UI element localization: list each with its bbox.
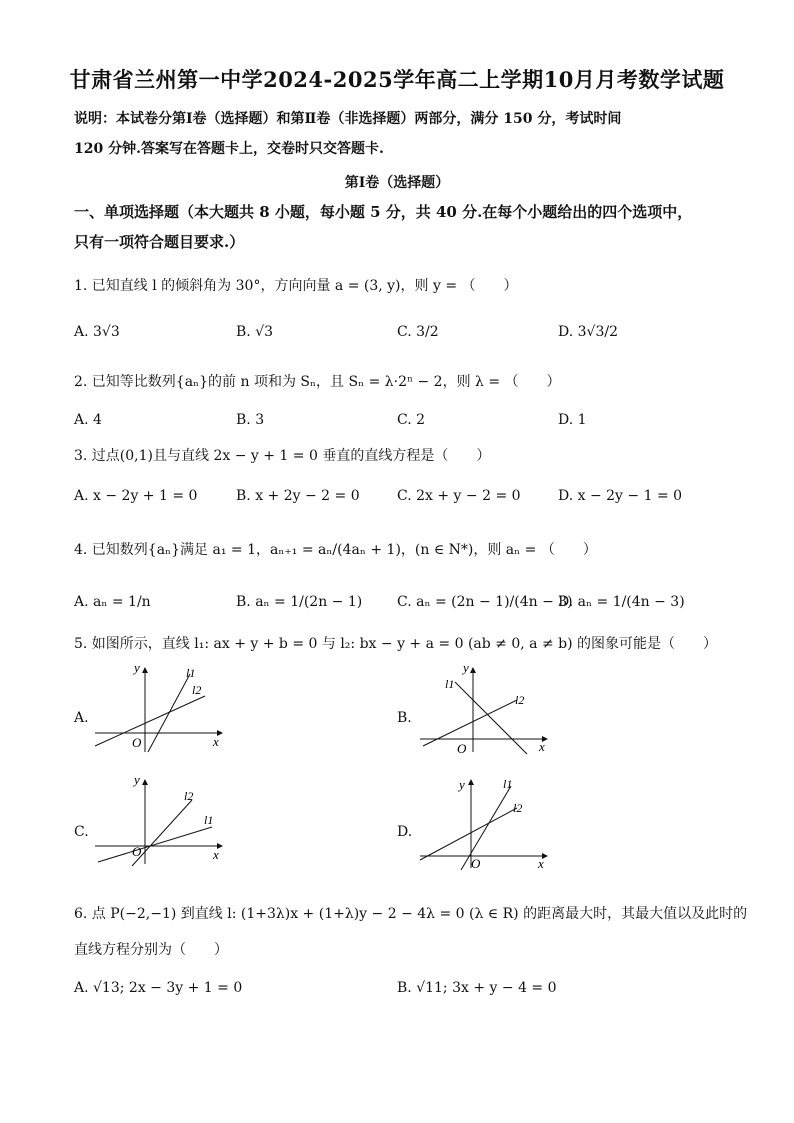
part1-title: 第Ⅰ卷（选择题） — [344, 175, 450, 191]
question-5-stem: 5. 如图所示，直线 l₁: ax + y + b = 0 与 l₂: bx − y + a = 0 (ab ≠ 0, a ≠ b) 的图象可能是（ ） — [74, 636, 718, 652]
q4-option-d: D. aₙ = 1/(4n − 3) — [558, 594, 685, 610]
y-axis-label: y — [463, 660, 469, 675]
q5-graph-b — [415, 660, 555, 755]
l1-label: l1 — [445, 677, 455, 691]
l1-label: l1 — [186, 666, 196, 680]
origin-label: O — [457, 741, 467, 755]
q4-option-c: C. aₙ = (2n − 1)/(4n − 3) — [397, 594, 573, 610]
question-3-stem: 3. 过点(0,1)且与直线 2x − y + 1 = 0 垂直的直线方程是（ ） — [74, 448, 491, 464]
x-axis-label: x — [213, 847, 219, 862]
q5-graph-a — [90, 660, 230, 755]
y-axis-label: y — [134, 772, 140, 787]
l2-label: l2 — [192, 683, 202, 697]
q5-option-d-label: D. — [397, 824, 413, 840]
line-l1 — [148, 674, 190, 752]
q3-option-c: C. 2x + y − 2 = 0 — [397, 488, 521, 504]
q1-option-b: B. √3 — [236, 324, 274, 340]
q2-option-b: B. 3 — [236, 412, 265, 428]
l1-label: l1 — [204, 813, 214, 827]
q2-option-d: D. 1 — [558, 412, 587, 428]
q5-option-a-label: A. — [74, 710, 89, 726]
q3-option-a: A. x − 2y + 1 = 0 — [74, 488, 198, 504]
line-l2 — [95, 696, 205, 746]
q5-option-c-label: C. — [74, 824, 89, 840]
line-l1 — [98, 827, 212, 862]
q6-option-a: A. √13; 2x − 3y + 1 = 0 — [74, 980, 243, 996]
question-6-stem-line-1: 6. 点 P(−2,−1) 到直线 l: (1+3λ)x + (1+λ)y − 2 − 4λ = 0 (λ ∈ R) 的距离最大时，其最大值以及此时的 — [74, 906, 748, 922]
q5-graph-d — [415, 772, 555, 872]
line-l1 — [461, 786, 511, 870]
q6-option-b: B. √11; 3x + y − 4 = 0 — [397, 980, 557, 996]
origin-label: O — [132, 844, 142, 859]
section1-heading-line-2: 只有一项符合题目要求.） — [74, 233, 245, 251]
x-axis-label: x — [538, 856, 544, 871]
instructions-line-2: 120 分钟.答案写在答题卡上，交卷时只交答题卡. — [74, 141, 384, 157]
q4-option-b: B. aₙ = 1/(2n − 1) — [236, 594, 363, 610]
q1-option-d: D. 3√3/2 — [558, 324, 618, 340]
exam-title: 甘肃省兰州第一中学2024-2025学年高二上学期10月月考数学试题 — [69, 67, 725, 92]
q1-option-c: C. 3/2 — [397, 324, 439, 340]
line-l2 — [420, 808, 517, 860]
l2-label: l2 — [513, 801, 523, 815]
l2-label: l2 — [184, 789, 194, 803]
q2-option-a: A. 4 — [74, 412, 102, 428]
question-6-stem-line-2: 直线方程分别为（ ） — [74, 942, 228, 958]
origin-label: O — [471, 856, 481, 871]
q5-graph-c — [90, 772, 230, 867]
q5-option-b-label: B. — [397, 710, 412, 726]
y-axis-label: y — [134, 660, 140, 675]
q3-option-b: B. x + 2y − 2 = 0 — [236, 488, 360, 504]
q1-option-a: A. 3√3 — [74, 324, 120, 340]
origin-label: O — [132, 735, 142, 750]
q3-option-d: D. x − 2y − 1 = 0 — [558, 488, 683, 504]
l2-label: l2 — [515, 693, 525, 707]
x-axis-label: x — [213, 734, 219, 749]
question-2-stem: 2. 已知等比数列{aₙ}的前 n 项和为 Sₙ，且 Sₙ = λ·2ⁿ − 2，则 λ = （ ） — [74, 374, 561, 390]
y-axis-label: y — [459, 777, 465, 792]
question-1-stem: 1. 已知直线 l 的倾斜角为 30°，方向向量 a = (3, y)，则 y = （ ） — [74, 278, 518, 294]
l1-label: l1 — [503, 777, 513, 791]
q4-option-a: A. aₙ = 1/n — [74, 594, 151, 610]
q2-option-c: C. 2 — [397, 412, 426, 428]
x-axis-label: x — [539, 739, 545, 754]
question-4-stem: 4. 已知数列{aₙ}满足 a₁ = 1，aₙ₊₁ = aₙ/(4aₙ + 1)，(n ∈ N*)，则 aₙ = （ ） — [74, 542, 597, 558]
section1-heading-line-1: 一、单项选择题（本大题共 8 小题，每小题 5 分，共 40 分.在每个小题给出的四个选项中， — [74, 203, 693, 221]
instructions-line-1: 说明：本试卷分第Ⅰ卷（选择题）和第Ⅱ卷（非选择题）两部分，满分 150 分，考试时间 — [74, 111, 622, 127]
